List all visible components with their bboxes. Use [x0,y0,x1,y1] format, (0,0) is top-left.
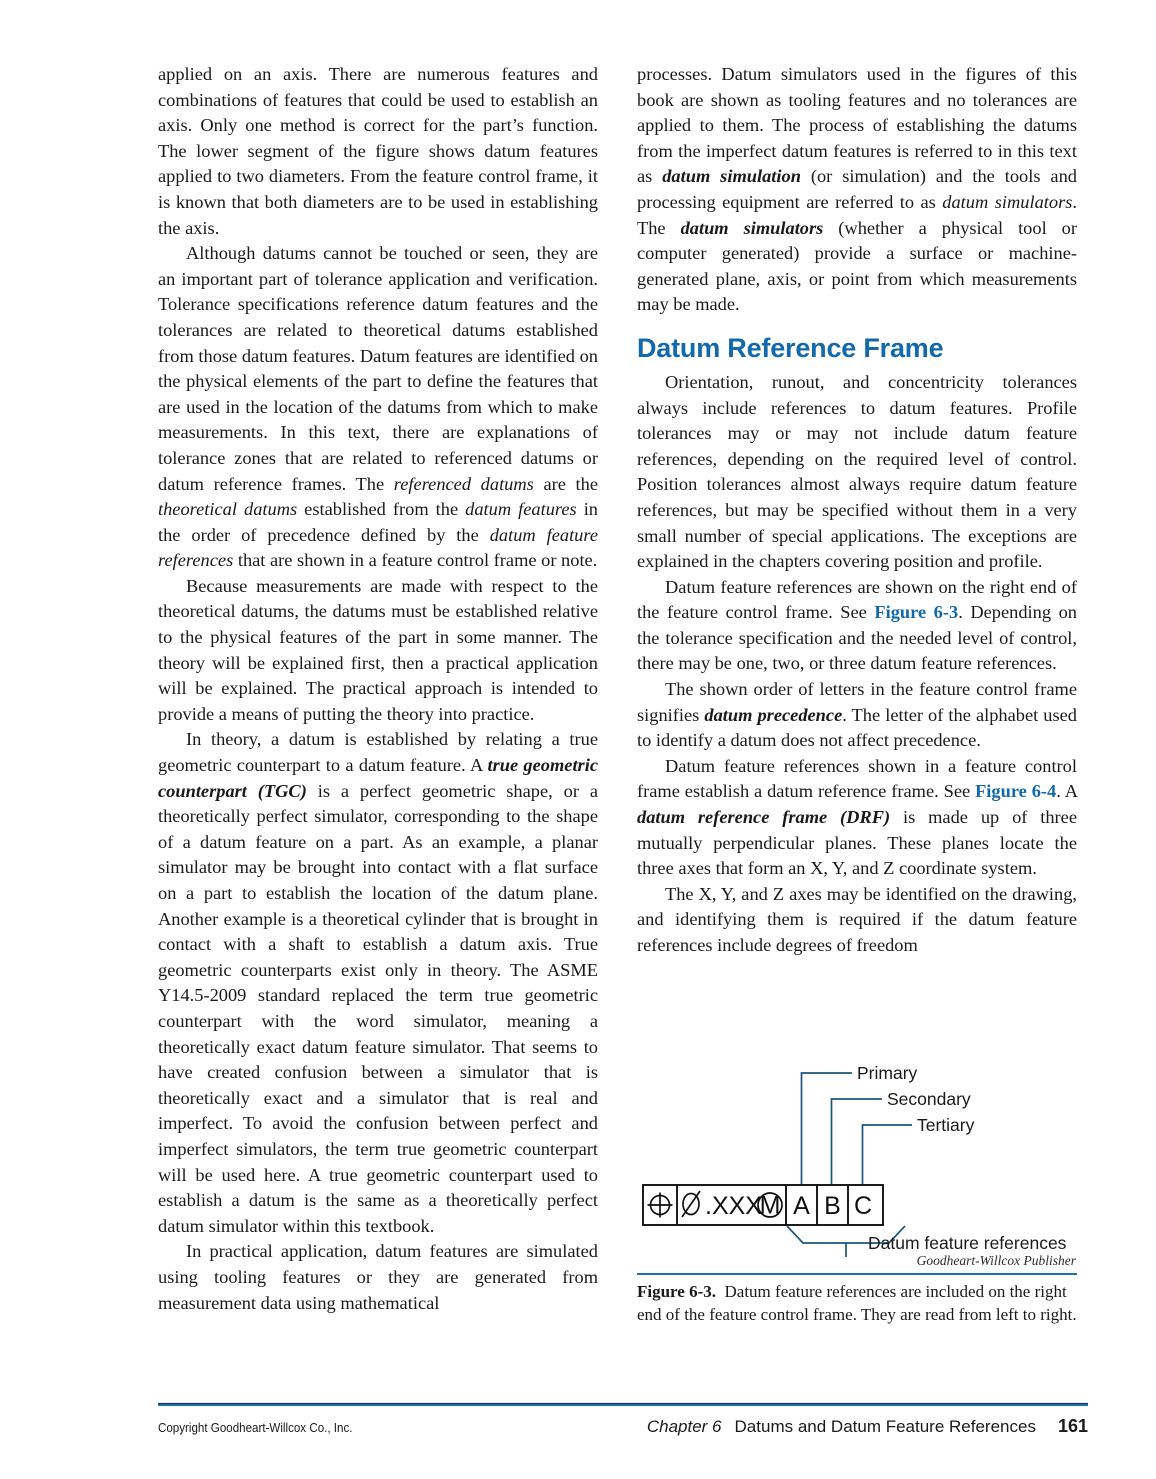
italic-term-theoretical-datums: theoretical datums [158,499,298,520]
copyright-notice: Copyright Goodheart-Willcox Co., Inc. [158,1421,353,1435]
datum-ref-c: C [853,1192,873,1220]
page-footer [158,1404,1088,1437]
paragraph-text: Because measurements are made with respect to the theoretical datums, the datums must be established relative to the physical features of the part in some manner. The theory will be explained first, then a practical application will be explained. The practical approach is intended to provide a means of putting the theory into practice. [158,575,598,724]
paragraph-because-measurements [158,574,598,728]
paragraph-text: (whether a physical tool or computer generated) provide a surface or machine-generated plane, axis, or point from which measurements may be made. [637,217,1077,315]
paragraph-text: Although datums cannot be touched or seen, they are an important part of tolerance application and verification. Tolerance specifications reference datum features and the tolerances are related to theoretical datums established from those datum features. Datum features are identified on the physical elements of the part to define the features that are used in the location of the datums from which to make measurements. In this text, there are explanations of tolerance zones that are related to referenced datums or datum reference frames. The [158,243,598,494]
footer-row [158,1416,1088,1437]
paragraph-text: In practical application, datum features are simulated using tooling features or they are generated from measurement data using mathematical [158,1241,598,1313]
footer-running-head [647,1416,1088,1437]
paragraph-text: applied on an axis. There are numerous features and combinations of features that could be used to establish an axis. Only one method is correct for the part’s function. The lower segment of the figure shows datum features applied to two diameters. From the feature control frame, it is known that both diameters are to be used in establishing the axis. [158,64,598,238]
paragraph-text: The X, Y, and Z axes may be identified on the drawing, and identifying them is required if the datum feature references include degrees of freedom [637,883,1077,955]
paragraph-xyz-axes [637,882,1077,959]
mmc-modifier-icon [758,1192,782,1220]
chapter-label: Chapter 6 [646,1417,722,1436]
leader-secondary [832,1099,883,1185]
paragraph-text: . A [1056,781,1078,802]
label-tertiary: Tertiary [917,1115,975,1135]
caption-divider [637,1273,1077,1275]
italic-term-referenced-datums: referenced datums [393,473,534,494]
figure-6-3 [637,1052,1077,1326]
paragraph-continued [158,62,598,241]
paragraph-text: in the order of precedence defined by the [158,499,599,545]
label-secondary: Secondary [887,1089,971,1109]
paragraph-processes [637,62,1077,318]
leader-datum-feature-references [846,1243,861,1257]
datum-ref-a: A [793,1192,810,1220]
paragraph-text: . The letter of the alphabet used to identify a datum does not affect precedence. [637,704,1077,751]
footer-divider [158,1404,1088,1406]
figure-crossref-6-3[interactable]: Figure 6-3 [874,602,959,623]
tolerance-value: .XXX [705,1192,762,1220]
bold-italic-term-datum-precedence: datum precedence [704,704,843,725]
bold-italic-term-datum-simulators: datum simulators [680,217,824,238]
page-number: 161 [1057,1416,1088,1436]
label-datum-feature-references: Datum feature references [868,1233,1067,1253]
section-heading-datum-reference-frame: Datum Reference Frame [637,332,944,363]
paragraph-order-of-letters [637,677,1077,754]
paragraph-text: is a perfect geometric shape, or a theoretically perfect simulator, corresponding to the shape of a datum feature on a part. As an example, a planar simulator may be brought into contact with a flat surface on a part to establish the location of the datum plane. Another example is a theoretical cylinder that is brought in contact with a shaft to establish a datum axis. True geometric counterparts exist only in theory. The ASME Y14.5-2009 standard replaced the term true geometric counterpart with the word simulator, meaning a theoretically exact datum feature simulator. That seems to have created confusion between a simulator that is theoretically exact and a simulator that is real and imperfect. To avoid the confusion between perfect and imperfect simulators, the term true geometric counterpart will be used here. A true geometric counterpart used to establish a datum is the same as a theoretically perfect datum simulator within this textbook. [158,780,598,1236]
caption-text: Datum feature references are included on the right end of the feature control frame. They are read from left to right. [637,1282,1077,1324]
bold-italic-term-drf: datum reference frame (DRF) [637,807,891,828]
paragraph-in-theory [158,727,598,1239]
paragraph-text: Datum feature references are shown on the right end of the feature control frame. See [637,576,1077,623]
figure-crossref-6-4[interactable]: Figure 6-4 [975,781,1057,802]
figure-artwork [637,1052,1077,1257]
paragraph-text: is made up of three mutually perpendicular planes. These planes locate the three axes that form an X, Y, and Z coordinate system. [637,807,1078,879]
italic-term-datum-simulators: datum simulators [942,191,1073,212]
feature-control-frame [643,1185,883,1225]
leader-primary [802,1073,853,1185]
paragraph-text: (or simulation) and the tools and processing equipment are referred to as [637,166,1077,212]
left-column [158,62,598,1316]
figure-caption [637,1281,1077,1326]
paragraph-text: Datum feature references shown in a feature control frame establish a datum reference frame. See [637,755,1077,802]
bold-italic-term-tgc: true geometric counterpart (TGC) [158,755,598,801]
paragraph-text: . The [637,191,1077,238]
paragraph-text: . Depending on the tolerance specification and the needed level of control, there may be one, two, or three datum feature references. [637,602,1077,674]
datum-ref-b: B [824,1192,841,1220]
paragraph-text: In theory, a datum is established by relating a true geometric counterpart to a datum feature. A [158,729,598,776]
paragraph-datum-feature-references-shown [637,575,1077,677]
right-column [637,62,1077,959]
paragraph-text: that are shown in a feature control frame or note. [233,550,598,571]
paragraph-datums-tolerance [158,241,598,574]
feature-control-frame-diagram [637,1052,1077,1257]
mmc-letter: M [759,1191,781,1220]
paragraph-practical-application [158,1239,598,1316]
italic-term-datum-feature-references: datum feature references [158,524,599,571]
paragraph-text: Orientation, runout, and concentricity tolerances always include references to datum features. Profile tolerances may or may not include datum feature references, depending on the required level of control. Position tolerances almost always require datum feature references, but may be specified without them in a very small number of special applications. The exceptions are explained in the chapters covering position and profile. [637,371,1077,572]
figure-credit: Goodheart-Willcox Publisher [916,1253,1076,1268]
bold-italic-term-datum-simulation: datum simulation [662,166,801,187]
italic-term-datum-features: datum features [465,499,577,520]
label-primary: Primary [857,1063,918,1083]
paragraph-text: The shown order of letters in the feature control frame signifies [637,679,1077,725]
paragraph-text: processes. Datum simulators used in the figures of this book are shown as tooling features and no tolerances are applied to them. The process of establishing the datums from the imperfect datum features is referred to in this text as [637,64,1077,187]
paragraph-text: established from the [297,499,466,520]
caption-label: Figure 6-3. [637,1282,717,1301]
leader-tertiary [863,1125,913,1185]
paragraph-orientation-runout [637,370,1077,575]
paragraph-text: are the [533,473,598,494]
paragraph-drf [637,754,1077,882]
chapter-title: Datums and Datum Feature References [734,1417,1036,1436]
